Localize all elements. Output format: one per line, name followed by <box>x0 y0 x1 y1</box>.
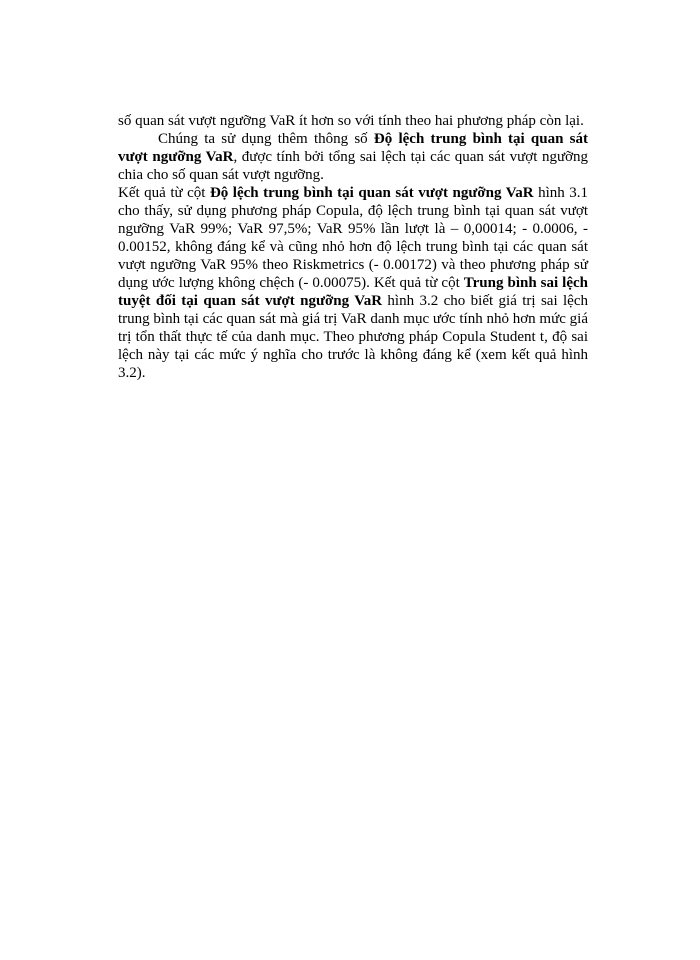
text-run: Chúng ta sử dụng thêm thông số <box>158 131 374 147</box>
text-run: Kết quả từ cột <box>118 185 210 201</box>
bold-term: Độ lệch trung bình tại quan sát vượt ngưỡng VaR <box>118 131 588 165</box>
bold-term: Độ lệch trung bình tại quan sát vượt ngưỡng VaR <box>209 185 534 201</box>
bold-term: Trung bình sai lệch tuyệt đối tại quan sát vượt ngưỡng VaR <box>118 275 588 309</box>
paragraph-3 <box>118 184 588 382</box>
paragraph-2 <box>118 130 588 184</box>
document-page <box>118 112 588 382</box>
text-run: hình 3.1 cho thấy, sử dụng phương pháp Copula, độ lệch trung bình tại quan sát vượt ngưỡng VaR 99%; VaR 97,5%; VaR 95% lần lượt là – 0,00014; - 0.0006, - 0.00152, không đáng kể và cũng nhỏ hơn độ lệch trung bình tại các quan sát vượt ngưỡng VaR 95% theo Riskmetrics (- 0.00172) và theo phương pháp sử dụng ước lượng không chệch (- 0.00075). Kết quả từ cột <box>118 185 588 291</box>
paragraph-1 <box>118 112 588 130</box>
text-run: hình 3.2 cho biết giá trị sai lệch trung bình tại các quan sát mà giá trị VaR danh mục ước tính nhỏ hơn mức giá trị tổn thất thực tế của danh mục. Theo phương pháp Copula Student t, độ sai lệch này tại các mức ý nghĩa cho trước là không đáng kể (xem kết quả hình 3.2). <box>118 293 588 381</box>
text-run: , được tính bởi tổng sai lệch tại các quan sát vượt ngưỡng chia cho số quan sát vượt ngưỡng. <box>118 149 589 183</box>
text-run: số quan sát vượt ngưỡng VaR ít hơn so với tính theo hai phương pháp còn lại. <box>118 113 584 129</box>
